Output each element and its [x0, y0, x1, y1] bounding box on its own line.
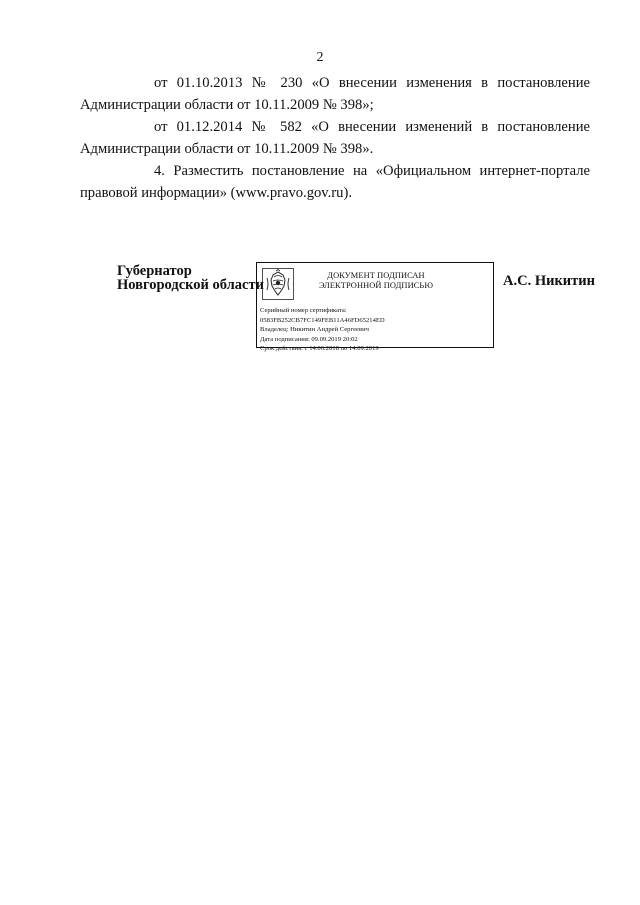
paragraph-resolution-582: [80, 116, 590, 160]
paragraph-line: правовой информации» (www.pravo.gov.ru).: [80, 185, 352, 201]
stamp-serial-label: Серийный номер сертификата:: [260, 307, 347, 314]
signer-name: А.С. Никитин: [503, 273, 595, 289]
document-body: [80, 72, 590, 204]
paragraph-line: 4. Разместить постановление на «Официальном интернет-портале: [154, 163, 590, 179]
electronic-signature-stamp: [256, 262, 494, 353]
stamp-header-line: ДОКУМЕНТ ПОДПИСАН: [327, 271, 425, 280]
stamp-validity: Срок действия: с 14.06.2018 по 14.09.2019: [260, 345, 379, 353]
paragraph-line: от 01.12.2014 № 582 «О внесении изменений в постановление: [154, 119, 590, 135]
signer-position-line: Губернатор: [117, 263, 192, 279]
signer-position-line: Новгородской области: [117, 277, 264, 293]
signer-position: [117, 264, 264, 292]
stamp-signed-date: Дата подписания: 09.09.2019 20:02: [260, 335, 358, 343]
paragraph-resolution-230: [80, 72, 590, 116]
stamp-header-line: ЭЛЕКТРОННОЙ ПОДПИСЬЮ: [318, 281, 434, 290]
stamp-owner: Владелец: Никитин Андрей Сергеевич: [260, 326, 369, 334]
stamp-header: [311, 271, 441, 291]
stamp-details: [260, 306, 385, 354]
paragraph-line: Администрации области от 10.11.2009 № 398»;: [80, 97, 374, 113]
paragraph-publish: [80, 160, 590, 204]
paragraph-line: от 01.10.2013 № 230 «О внесении изменения в постановление: [154, 75, 590, 91]
coat-of-arms-icon: [262, 268, 294, 300]
stamp-serial-value: 0583FB252CB7FC149FEB11A46FD65214ED: [260, 316, 385, 324]
paragraph-line: Администрации области от 10.11.2009 № 398».: [80, 141, 374, 157]
page-number: 2: [316, 50, 324, 65]
